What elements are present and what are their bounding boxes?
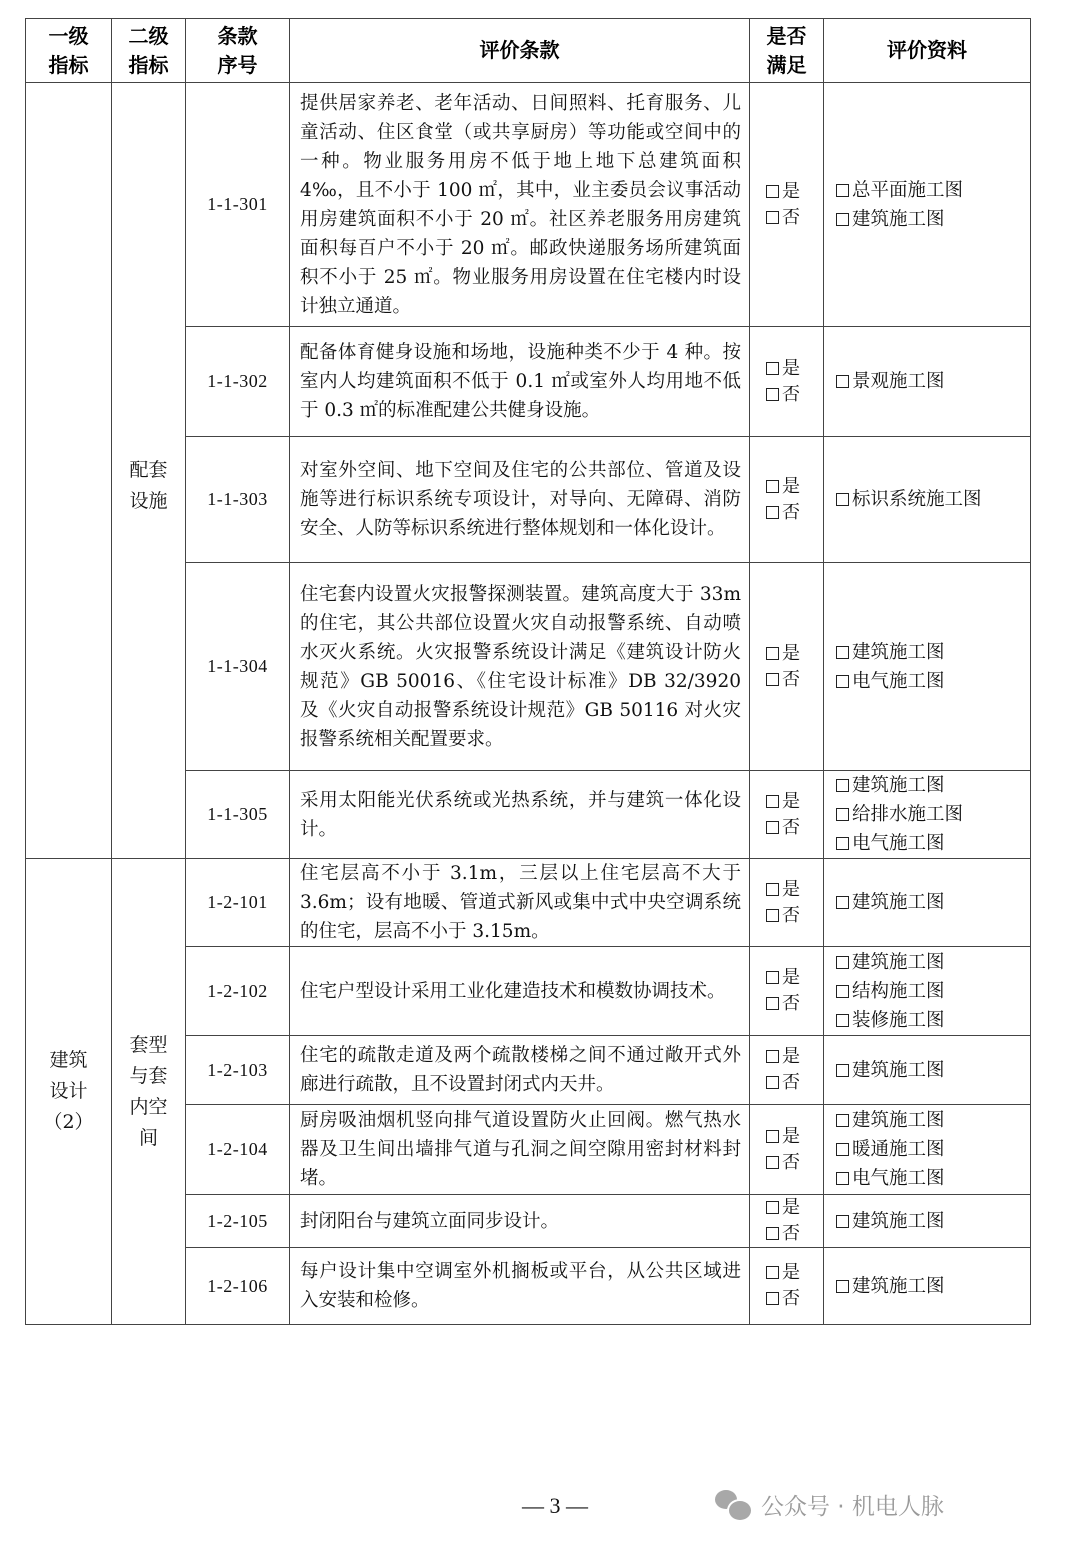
header-materials: 评价资料 — [824, 19, 1031, 83]
satisfied-cell — [750, 1036, 824, 1105]
clause-code: 1-2-103 — [186, 1036, 290, 1105]
checkbox-icon[interactable] — [836, 985, 849, 998]
checkbox-icon[interactable] — [836, 1064, 849, 1077]
table-row — [26, 83, 1031, 327]
checkbox-icon[interactable] — [836, 1172, 849, 1185]
checkbox-icon[interactable] — [766, 795, 779, 808]
material-option[interactable]: 建筑施工图 — [836, 771, 1030, 800]
clause-code: 1-1-305 — [186, 771, 290, 859]
yes-option[interactable]: 是 — [766, 1195, 823, 1221]
checkbox-icon[interactable] — [766, 1156, 779, 1169]
material-option[interactable]: 电气施工图 — [836, 829, 1030, 858]
checkbox-icon[interactable] — [836, 184, 849, 197]
clause-text: 厨房吸油烟机竖向排气道设置防火止回阀。燃气热水器及卫生间出墙排气道与孔洞之间空隙用密封材料封堵。 — [290, 1105, 750, 1195]
checkbox-icon[interactable] — [766, 971, 779, 984]
no-option[interactable]: 否 — [766, 382, 823, 408]
header-satisfied: 是否 满足 — [750, 19, 824, 83]
level1-indicator: 建筑 设计 （2） — [26, 859, 112, 1325]
checkbox-icon[interactable] — [836, 896, 849, 909]
material-option[interactable]: 建筑施工图 — [836, 1207, 1030, 1236]
yes-option[interactable]: 是 — [766, 641, 823, 667]
yes-option[interactable]: 是 — [766, 877, 823, 903]
materials-cell — [824, 1248, 1031, 1325]
checkbox-icon[interactable] — [766, 388, 779, 401]
clause-code: 1-2-105 — [186, 1195, 290, 1248]
checkbox-icon[interactable] — [836, 779, 849, 792]
material-option[interactable]: 景观施工图 — [836, 367, 1030, 396]
clause-text: 封闭阳台与建筑立面同步设计。 — [290, 1195, 750, 1248]
clause-code: 1-2-106 — [186, 1248, 290, 1325]
evaluation-table — [25, 18, 1031, 1325]
satisfied-cell — [750, 83, 824, 327]
satisfied-cell — [750, 1105, 824, 1195]
yes-option[interactable]: 是 — [766, 965, 823, 991]
header-code: 条款 序号 — [186, 19, 290, 83]
checkbox-icon[interactable] — [836, 1143, 849, 1156]
checkbox-icon[interactable] — [766, 909, 779, 922]
checkbox-icon[interactable] — [836, 675, 849, 688]
materials-cell — [824, 1036, 1031, 1105]
wechat-icon — [715, 1490, 751, 1520]
no-option[interactable]: 否 — [766, 500, 823, 526]
clause-code: 1-2-102 — [186, 947, 290, 1036]
clause-text: 配备体育健身设施和场地，设施种类不少于 4 种。按室内人均建筑面积不低于 0.1 ㎡或室外人均用地不低于 0.3 ㎡的标准配建公共健身设施。 — [290, 327, 750, 437]
clause-text: 住宅套内设置火灾报警探测装置。建筑高度大于 33m 的住宅，其公共部位设置火灾自动报警系统、自动喷水灭火系统。火灾报警系统设计满足《建筑设计防火规范》GB 50016、《住宅设计标准》DB 32/3920 及《火灾自动报警系统设计规范》GB 50116 对火灾报警系统相关配置要求。 — [290, 563, 750, 771]
no-option[interactable]: 否 — [766, 1286, 823, 1312]
checkbox-icon[interactable] — [766, 647, 779, 660]
no-option[interactable]: 否 — [766, 1221, 823, 1247]
material-option[interactable]: 建筑施工图 — [836, 1272, 1030, 1301]
satisfied-cell — [750, 771, 824, 859]
level2-indicator: 套型 与套 内空 间 — [112, 859, 186, 1325]
materials-cell — [824, 1195, 1031, 1248]
checkbox-icon[interactable] — [836, 375, 849, 388]
materials-cell — [824, 437, 1031, 563]
level1-indicator — [26, 83, 112, 859]
materials-cell — [824, 563, 1031, 771]
no-option[interactable]: 否 — [766, 903, 823, 929]
table-row — [26, 859, 1031, 947]
checkbox-icon[interactable] — [766, 362, 779, 375]
satisfied-cell — [750, 1248, 824, 1325]
clause-text: 住宅的疏散走道及两个疏散楼梯之间不通过敞开式外廊进行疏散，且不设置封闭式内天井。 — [290, 1036, 750, 1105]
material-option[interactable]: 建筑施工图 — [836, 948, 1030, 977]
no-option[interactable]: 否 — [766, 667, 823, 693]
satisfied-cell — [750, 947, 824, 1036]
clause-text: 提供居家养老、老年活动、日间照料、托育服务、儿童活动、住区食堂（或共享厨房）等功能或空间中的一种。物业服务用房不低于地上地下总建筑面积 4‰，且不小于 100 ㎡，其中，业主委员会议事活动用房建筑面积不小于 20 ㎡。社区养老服务用房建筑面积每百户不小于 20 ㎡。邮政快递服务场所建筑面积不小于 25 ㎡。物业服务用房设置在住宅楼内时设计独立通道。 — [290, 83, 750, 327]
no-option[interactable]: 否 — [766, 1070, 823, 1096]
checkbox-icon[interactable] — [766, 1266, 779, 1279]
material-option[interactable]: 建筑施工图 — [836, 638, 1030, 667]
checkbox-icon[interactable] — [836, 837, 849, 850]
material-option[interactable]: 装修施工图 — [836, 1006, 1030, 1035]
level2-indicator: 配套 设施 — [112, 83, 186, 859]
yes-option[interactable]: 是 — [766, 1260, 823, 1286]
checkbox-icon[interactable] — [766, 185, 779, 198]
checkbox-icon[interactable] — [766, 1130, 779, 1143]
satisfied-cell — [750, 859, 824, 947]
material-option[interactable]: 建筑施工图 — [836, 1106, 1030, 1135]
material-option[interactable]: 电气施工图 — [836, 667, 1030, 696]
no-option[interactable]: 否 — [766, 1150, 823, 1176]
checkbox-icon[interactable] — [766, 480, 779, 493]
material-option[interactable]: 总平面施工图 — [836, 176, 1030, 205]
checkbox-icon[interactable] — [836, 213, 849, 226]
checkbox-icon[interactable] — [766, 1076, 779, 1089]
checkbox-icon[interactable] — [836, 1215, 849, 1228]
checkbox-icon[interactable] — [836, 1280, 849, 1293]
materials-cell — [824, 327, 1031, 437]
materials-cell — [824, 771, 1031, 859]
checkbox-icon[interactable] — [836, 1114, 849, 1127]
satisfied-cell — [750, 327, 824, 437]
materials-cell — [824, 1105, 1031, 1195]
satisfied-cell — [750, 1195, 824, 1248]
watermark-text: 公众号 · 机电人脉 — [761, 1494, 944, 1520]
materials-cell — [824, 859, 1031, 947]
checkbox-icon[interactable] — [766, 883, 779, 896]
clause-code: 1-1-303 — [186, 437, 290, 563]
checkbox-icon[interactable] — [766, 211, 779, 224]
header-level2: 二级 指标 — [112, 19, 186, 83]
satisfied-cell — [750, 563, 824, 771]
page-number: — 3 — — [522, 1493, 588, 1518]
header-level1: 一级 指标 — [26, 19, 112, 83]
checkbox-icon[interactable] — [766, 821, 779, 834]
clause-text: 住宅层高不小于 3.1m，三层以上住宅层高不大于 3.6m；设有地暖、管道式新风或集中式中央空调系统的住宅，层高不小于 3.15m。 — [290, 859, 750, 947]
checkbox-icon[interactable] — [766, 1201, 779, 1214]
watermark — [715, 1488, 944, 1521]
checkbox-icon[interactable] — [766, 1292, 779, 1305]
yes-option[interactable]: 是 — [766, 1044, 823, 1070]
material-option[interactable]: 暖通施工图 — [836, 1135, 1030, 1164]
header-clause: 评价条款 — [290, 19, 750, 83]
no-option[interactable]: 否 — [766, 205, 823, 231]
yes-option[interactable]: 是 — [766, 179, 823, 205]
checkbox-icon[interactable] — [836, 1014, 849, 1027]
clause-text: 对室外空间、地下空间及住宅的公共部位、管道及设施等进行标识系统专项设计，对导向、无障碍、消防安全、人防等标识系统进行整体规划和一体化设计。 — [290, 437, 750, 563]
yes-option[interactable]: 是 — [766, 1124, 823, 1150]
clause-text: 每户设计集中空调室外机搁板或平台，从公共区域进入安装和检修。 — [290, 1248, 750, 1325]
material-option[interactable]: 建筑施工图 — [836, 205, 1030, 234]
satisfied-cell — [750, 437, 824, 563]
checkbox-icon[interactable] — [836, 808, 849, 821]
material-option[interactable]: 结构施工图 — [836, 977, 1030, 1006]
material-option[interactable]: 建筑施工图 — [836, 888, 1030, 917]
clause-code: 1-2-101 — [186, 859, 290, 947]
checkbox-icon[interactable] — [766, 1227, 779, 1240]
checkbox-icon[interactable] — [766, 997, 779, 1010]
checkbox-icon[interactable] — [836, 493, 849, 506]
clause-code: 1-1-304 — [186, 563, 290, 771]
materials-cell — [824, 947, 1031, 1036]
clause-code: 1-1-301 — [186, 83, 290, 327]
materials-cell — [824, 83, 1031, 327]
checkbox-icon[interactable] — [766, 1050, 779, 1063]
checkbox-icon[interactable] — [766, 506, 779, 519]
material-option[interactable]: 标识系统施工图 — [836, 485, 1030, 514]
yes-option[interactable]: 是 — [766, 356, 823, 382]
material-option[interactable]: 电气施工图 — [836, 1164, 1030, 1193]
clause-code: 1-2-104 — [186, 1105, 290, 1195]
material-option[interactable]: 给排水施工图 — [836, 800, 1030, 829]
material-option[interactable]: 建筑施工图 — [836, 1056, 1030, 1085]
no-option[interactable]: 否 — [766, 815, 823, 841]
yes-option[interactable]: 是 — [766, 474, 823, 500]
header-row — [26, 19, 1031, 83]
checkbox-icon[interactable] — [836, 956, 849, 969]
clause-text: 住宅户型设计采用工业化建造技术和模数协调技术。 — [290, 947, 750, 1036]
clause-text: 采用太阳能光伏系统或光热系统，并与建筑一体化设计。 — [290, 771, 750, 859]
no-option[interactable]: 否 — [766, 991, 823, 1017]
checkbox-icon[interactable] — [766, 673, 779, 686]
checkbox-icon[interactable] — [836, 646, 849, 659]
clause-code: 1-1-302 — [186, 327, 290, 437]
yes-option[interactable]: 是 — [766, 789, 823, 815]
